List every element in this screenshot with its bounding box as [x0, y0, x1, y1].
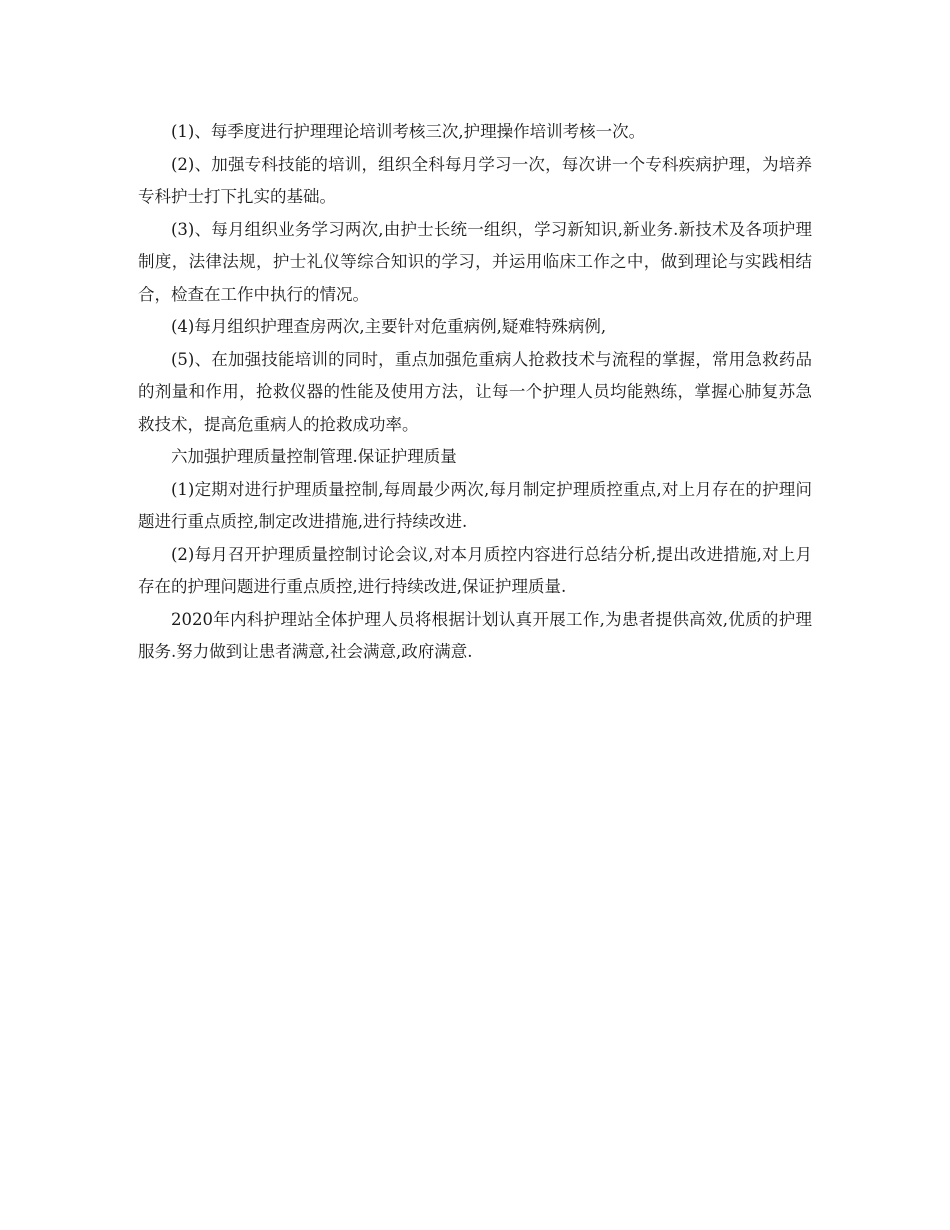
paragraph-quality-control-2: (2)每月召开护理质量控制讨论会议,对本月质控内容进行总结分析,提出改进措施,对上月存在的护理问题进行重点质控,进行持续改进,保证护理质量. — [138, 544, 812, 596]
paragraph-emergency-skills: (5)、在加强技能培训的同时，重点加强危重病人抢救技术与流程的掌握，常用急救药品的剂量和作用，抢救仪器的性能及使用方法，让每一个护理人员均能熟练，掌握心肺复苏急救技术，提高危重病人的抢救成功率。 — [138, 349, 812, 434]
section-heading-quality-control: 六加强护理质量控制管理.保证护理质量 — [171, 447, 457, 466]
paragraph-training-assessment: (1)、每季度进行护理理论培训考核三次,护理操作培训考核一次。 — [171, 122, 646, 141]
paragraph-conclusion: 2020年内科护理站全体护理人员将根据计划认真开展工作,为患者提供高效,优质的护理服务.努力做到让患者满意,社会满意,政府满意. — [138, 609, 812, 661]
paragraph-nursing-rounds: (4)每月组织护理查房两次,主要针对危重病例,疑难特殊病例, — [171, 317, 607, 336]
paragraph-business-study: (3)、每月组织业务学习两次,由护士长统一组织，学习新知识,新业务.新技术及各项护理制度，法律法规，护士礼仪等综合知识的学习，并运用临床工作之中，做到理论与实践相结合，检查在工作中执行的情况。 — [138, 219, 812, 304]
paragraph-specialty-training: (2)、加强专科技能的培训，组织全科每月学习一次，每次讲一个专科疾病护理，为培养专科护士打下扎实的基础。 — [138, 154, 812, 206]
document-body — [138, 116, 812, 669]
paragraph-quality-control-1: (1)定期对进行护理质量控制,每周最少两次,每月制定护理质控重点,对上月存在的护理问题进行重点质控,制定改进措施,进行持续改进. — [138, 479, 812, 531]
